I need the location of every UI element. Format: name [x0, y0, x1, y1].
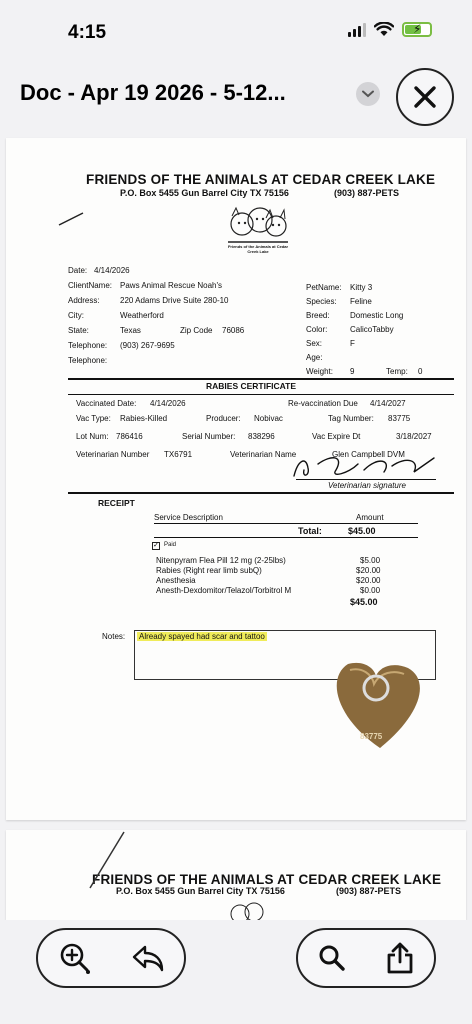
sex-label: Sex: — [306, 339, 323, 348]
notes-value: Already spayed had scar and tattoo — [139, 632, 265, 641]
document-title[interactable]: Doc - Apr 19 2026 - 5-12... — [20, 80, 286, 105]
divider — [68, 378, 454, 380]
wifi-icon — [374, 22, 394, 37]
receipt-item-amount: $20.00 — [356, 576, 381, 585]
breed-value: Domestic Long — [350, 311, 404, 320]
pen-mark — [58, 212, 84, 226]
vet-signature — [288, 450, 438, 480]
receipt-item-desc: Anesth-Dexdomitor/Telazol/Torbitrol M — [156, 586, 292, 595]
divider — [68, 394, 454, 395]
divider — [68, 492, 454, 494]
receipt-subtotal: $45.00 — [350, 597, 378, 607]
edit-tools-group — [36, 928, 186, 988]
pets-logo-icon — [224, 204, 292, 244]
serial-value: 838296 — [248, 432, 275, 441]
document-page-1[interactable] — [6, 138, 466, 820]
search-button[interactable] — [312, 938, 352, 978]
receipt-item-amount: $5.00 — [360, 556, 381, 565]
org-name: FRIENDS OF THE ANIMALS AT CEDAR CREEK LAKE — [86, 172, 436, 187]
col-amount-header: Amount — [356, 513, 384, 522]
pen-mark — [88, 830, 128, 890]
city-label: City: — [68, 311, 84, 320]
logo-text: Friends of the Animals at Cedar Creek Lake — [227, 244, 289, 254]
receipt-item-desc: Rabies (Right rear limb subQ) — [156, 566, 262, 575]
client-name-label: ClientName: — [68, 281, 113, 290]
share-button[interactable] — [380, 938, 420, 978]
status-icons — [348, 22, 432, 37]
paid-checkbox: ✓ — [153, 542, 159, 549]
undo-arrow-icon — [131, 943, 165, 973]
expire-label: Vac Expire Dt — [312, 432, 361, 441]
table-rule — [154, 537, 418, 538]
org-phone: (903) 887-PETS — [334, 188, 400, 198]
table-rule — [154, 523, 418, 524]
vet-number-value: TX6791 — [164, 450, 193, 459]
vet-number-label: Veterinarian Number — [76, 450, 150, 459]
view-tools-group — [296, 928, 436, 988]
cellular-signal-icon — [348, 23, 366, 37]
page2-org-phone: (903) 887-PETS — [336, 886, 402, 896]
serial-label: Serial Number: — [182, 432, 236, 441]
zip-value: 76086 — [222, 326, 245, 335]
lot-label: Lot Num: — [76, 432, 109, 441]
receipt-item-desc: Anesthesia — [156, 576, 196, 585]
temp-label: Temp: — [386, 367, 408, 376]
telephone-value: (903) 267-9695 — [120, 341, 175, 350]
tag-number-label: Tag Number: — [328, 414, 374, 423]
color-value: CalicoTabby — [350, 325, 394, 334]
pet-name-value: Kitty 3 — [350, 283, 373, 292]
close-button[interactable] — [396, 68, 454, 126]
rabies-heading: RABIES CERTIFICATE — [206, 381, 297, 391]
rotate-back-button[interactable] — [128, 938, 168, 978]
vac-type-value: Rabies-Killed — [120, 414, 168, 423]
search-icon — [317, 943, 347, 973]
receipt-item-amount: $0.00 — [360, 586, 381, 595]
date-label: Date: — [68, 266, 88, 275]
pet-name-label: PetName: — [306, 283, 342, 292]
paid-label: Paid — [164, 542, 177, 548]
bottom-toolbar — [0, 920, 472, 1024]
revax-value: 4/14/2027 — [370, 399, 406, 408]
page2-org-name: FRIENDS OF THE ANIMALS AT CEDAR CREEK LAKE — [92, 872, 442, 887]
notes-label: Notes: — [102, 632, 126, 641]
producer-value: Nobivac — [254, 414, 283, 423]
weight-value: 9 — [350, 367, 355, 376]
signature-caption: Veterinarian signature — [328, 481, 406, 490]
tag-number-value: 83775 — [388, 414, 411, 423]
chevron-down-icon — [362, 90, 374, 98]
status-bar — [0, 0, 472, 62]
weight-label: Weight: — [306, 367, 333, 376]
vac-type-label: Vac Type: — [76, 414, 111, 423]
telephone2-label: Telephone: — [68, 356, 108, 365]
title-menu-button[interactable] — [356, 82, 380, 106]
producer-label: Producer: — [206, 414, 241, 423]
address-label: Address: — [68, 296, 100, 305]
close-icon — [413, 85, 437, 109]
state-label: State: — [68, 326, 89, 335]
breed-label: Breed: — [306, 311, 330, 320]
telephone-label: Telephone: — [68, 341, 108, 350]
sex-value: F — [350, 339, 355, 348]
document-header — [0, 62, 472, 128]
species-value: Feline — [350, 297, 372, 306]
receipt-item-amount: $20.00 — [356, 566, 381, 575]
city-value: Weatherford — [120, 311, 164, 320]
vaccinated-value: 4/14/2026 — [150, 399, 186, 408]
lot-value: 786416 — [116, 432, 143, 441]
receipt-heading: RECEIPT — [98, 498, 135, 508]
organization-logo — [224, 204, 292, 256]
color-label: Color: — [306, 325, 328, 334]
tag-engraving: 83775 — [360, 732, 383, 741]
status-time: 4:15 — [68, 22, 107, 43]
share-icon — [385, 941, 415, 975]
total-label: Total: — [298, 526, 322, 536]
revax-label: Re-vaccination Due — [288, 399, 358, 408]
vet-name-value: Glen Campbell DVM — [332, 450, 405, 459]
signature-line — [296, 479, 436, 480]
expire-value: 3/18/2027 — [396, 432, 432, 441]
zip-label: Zip Code — [180, 326, 213, 335]
temp-value: 0 — [418, 367, 423, 376]
receipt-item-desc: Nitenpyram Flea Pill 12 mg (2-25lbs) — [156, 556, 286, 565]
vaccinated-label: Vaccinated Date: — [76, 399, 137, 408]
page2-org-address: P.O. Box 5455 Gun Barrel City TX 75156 — [116, 886, 285, 896]
species-label: Species: — [306, 297, 337, 306]
page2-logo-icon — [222, 900, 272, 920]
age-label: Age: — [306, 353, 323, 362]
total-value: $45.00 — [348, 526, 376, 536]
address-value: 220 Adams Drive Suite 280-10 — [120, 296, 229, 305]
col-service-header: Service Description — [154, 513, 223, 522]
date-value: 4/14/2026 — [94, 266, 130, 275]
state-value: Texas — [120, 326, 141, 335]
markup-button[interactable] — [55, 938, 95, 978]
battery-charging-icon: ⚡ — [402, 22, 432, 37]
document-page-2[interactable] — [6, 830, 466, 920]
vet-name-label: Veterinarian Name — [230, 450, 297, 459]
client-name-value: Paws Animal Rescue Noah's — [120, 281, 223, 290]
markup-icon — [58, 941, 92, 975]
org-address: P.O. Box 5455 Gun Barrel City TX 75156 — [120, 188, 289, 198]
